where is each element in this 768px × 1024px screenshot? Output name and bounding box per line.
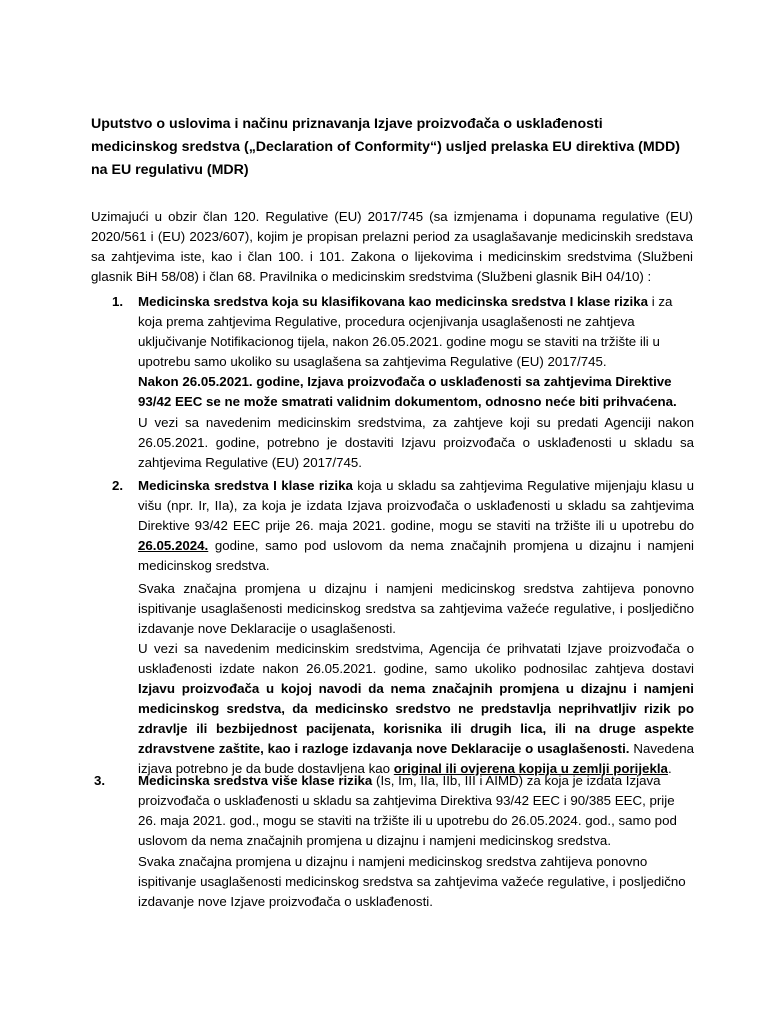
item-3-number: 3.	[94, 773, 106, 788]
item-2-paragraph-1	[138, 476, 694, 576]
item-1-paragraph-3: U vezi sa navedenim medicinskim sredstvima, za zahtjeve koji su predati Agenciji nakon 26.05.2021. godine, potrebno je dostaviti Izjavu proizvođača o usklađenosti u skladu sa zahtjevima Regulative (EU) 2017/745.	[138, 415, 694, 470]
item-2-text-end: godine, samo pod uslovom da nema značajnih promjena u dizajnu i namjeni medicinskog sredstva.	[138, 538, 694, 573]
item-2-deadline-date: 26.05.2024.	[138, 538, 209, 553]
item-2-p3-start: U vezi sa navedenim medicinskim sredstvima, Agencija će prihvatati Izjave proizvođača o usklađenosti izdate nakon 26.05.2021. godine, samo ukoliko podnosilac zahtjeva dostavi	[138, 641, 694, 676]
item-3-paragraph-2: Svaka značajna promjena u dizajnu i namjeni medicinskog sredstva zahtijeva ponovno ispitivanje usaglašenosti medicinskog sredstva sa zahtjevima važeće regulative, i posljedično izdavanje nove Izjave proizvođača o usklađenosti.	[138, 854, 686, 909]
item-1-paragraph-2: Nakon 26.05.2021. godine, Izjava proizvođača o usklađenosti sa zahtjevima Direktive 93/42 EEC se ne može smatrati validnim dokumentom, odnosno neće biti prihvaćena.	[138, 374, 677, 409]
item-3-paragraph-1	[138, 771, 694, 851]
intro-paragraph: Uzimajući u obzir član 120. Regulative (EU) 2017/745 (sa izmjenama i dopunama regulative (EU) 2020/561 i (EU) 2023/607), kojim je propisan prelazni period za usaglašavanje medicinskih sredstava sa zahtjevima iste, kao i član 100. i 101. Zakona o lijekovima i medicinskim sredstvima (Službeni glasnik BiH 58/08) i član 68. Pravilnika o medicinskim sredstvima (Službeni glasnik BiH 04/10) :	[91, 209, 693, 284]
item-1-number: 1.	[112, 294, 124, 309]
item-2-p3-end: .	[667, 761, 672, 776]
document-title: Uputstvo o uslovima i načinu priznavanja Izjave proizvođača o usklađenosti medicinskog sredstva („Declaration of Conformity“) usljed prelaska EU direktiva (MDD) na EU regulativu (MDR)	[91, 116, 680, 178]
item-2-paragraph-2: Svaka značajna promjena u dizajnu i namjeni medicinskog sredstva zahtijeva ponovno ispitivanje usaglašenosti medicinskog sredstva sa zahtjevima važeće regulative, i posljedično izdavanje nove Deklaracije o usaglašenosti.	[138, 581, 694, 636]
item-2-p3-mid: Navedena izjava potrebno je da bude dostavljena kao	[138, 741, 694, 776]
item-3-text: (Is, Im, IIa, IIb, III i AIMD) za koja je izdata Izjava proizvođača o usklađenosti u skladu sa zahtjevima Direktiva 93/42 EEC i 90/385 EEC, prije 26. maja 2021. god., mogu se staviti na tržište ili u upotrebu do 26.05.2024. god., samo pod uslovom da nema značajnih promjena u dizajnu i namjeni medicinskog sredstva.	[138, 773, 677, 848]
item-1-text: i za koja prema zahtjevima Regulative, procedura ocjenjivanja usaglašenosti ne zahtjeva uključivanje Notifikacionog tijela, nakon 26.05.2021. godine mogu se staviti na tržište ili u upotrebu samo ukoliko su usaglašena sa zahtjevima Regulative (EU) 2017/745.	[138, 294, 673, 369]
item-1-paragraph-1	[138, 292, 694, 372]
item-2-p3-bold: Izjavu proizvođača u kojoj navodi da nema značajnih promjena u dizajnu i namjeni medicinskog sredstva, da medicinsko sredstvo ne predstavlja neprihvatljiv rizik po zdravlje ili bezbijednost pacijenata, korisnika ili drugih lica, ili na druge aspekte zdravstvene zaštite, kao i razloge izdavanja nove Deklaracije o usaglašenosti.	[138, 681, 694, 756]
item-2-paragraph-3	[138, 639, 694, 779]
item-3-bold-lead: Medicinska sredstva više klase rizika	[138, 773, 373, 788]
item-1-bold-lead: Medicinska sredstva koja su klasifikovana kao medicinska sredstva I klase rizika	[138, 294, 648, 309]
item-2-bold-lead: Medicinska sredstva I klase rizika	[138, 478, 353, 493]
item-2-text: koja u skladu sa zahtjevima Regulative mijenjaju klasu u višu (npr. Ir, IIa), za koja je izdata Izjava proizvođača o usklađenosti u skladu sa zahtjevima Direktive 93/42 EEC prije 26. maja 2021. godine, mogu se staviti na tržište ili u upotrebu do	[138, 478, 694, 533]
item-2-number: 2.	[112, 478, 124, 493]
item-2-original-copy: original ili ovjerena kopija u zemlji porijekla	[393, 761, 668, 776]
